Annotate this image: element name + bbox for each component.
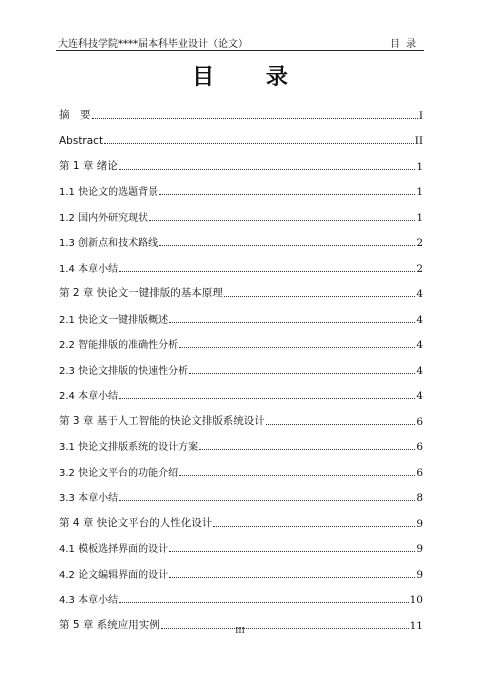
toc-entry-label: 第 5 章 系统应用实例 [59,618,160,631]
toc-entry[interactable] [59,147,423,173]
page-title: 目 录 [192,65,310,90]
toc-entry-page: 6 [416,441,423,453]
toc-entry-label: 1.4 本章小结 [59,263,119,275]
toc-entry[interactable] [59,555,423,581]
toc-entry-page: 9 [416,568,423,581]
toc-entry-page: 8 [416,492,423,504]
dot-leader [179,474,415,476]
dot-leader [189,372,415,374]
toc-entry[interactable] [59,530,423,556]
dot-leader [266,423,416,425]
toc-entry[interactable] [59,453,423,479]
toc-entry-label: 3.1 快论文排版系统的设计方案 [59,442,199,453]
toc-entry[interactable] [59,198,423,224]
toc-entry-label: 4.1 模板选择界面的设计 [59,544,169,555]
toc-entry-page: 9 [416,517,423,530]
dot-leader [119,601,409,603]
toc-entry-page: 4 [416,339,423,351]
toc-entry[interactable] [59,479,423,505]
dot-leader [169,576,415,578]
toc-entry-page: 6 [416,466,423,479]
toc-entry-label: 4.3 本章小结 [59,595,119,606]
header-thesis-title: 大连科技学院****届本科毕业设计（论文） [58,39,248,50]
toc-entry-page: 6 [416,415,423,428]
dot-leader [213,525,415,527]
toc-entry-page: 1 [416,211,423,224]
toc-entry-label: 第 1 章 绪论 [59,159,118,172]
toc-entry-label: 1.3 创新点和技术路线 [59,238,159,249]
toc-entry-page: 4 [416,364,423,377]
toc-entry-label: 第 2 章 快论文一键排版的基本原理 [59,287,223,299]
toc-entry-page: 2 [416,237,423,249]
toc-entry[interactable] [59,300,423,326]
toc-entry[interactable] [59,581,423,607]
toc-entry-page: 11 [409,619,423,632]
toc-entry[interactable] [59,224,423,250]
dot-leader [119,168,416,170]
dot-leader [169,550,415,552]
toc-entry[interactable] [59,504,423,530]
dot-leader [119,397,415,399]
header-section-name: 目录 [390,39,422,50]
dot-leader [199,448,415,450]
toc-entry[interactable] [59,249,423,275]
toc-entry-label: 摘 要 [59,108,91,121]
dot-leader [119,499,415,501]
dot-leader [159,244,415,246]
toc-entry-page: I [418,109,423,122]
toc-entry-page: 10 [409,594,423,606]
toc-entry-label: 1.1 快论文的选题背景 [59,187,159,198]
dot-leader [119,270,415,272]
dot-leader [179,346,415,348]
toc-entry[interactable] [59,122,423,148]
toc-entry-page: 4 [416,390,423,402]
toc-entry-label: Abstract [59,135,104,147]
toc-entry-label: 第 4 章 快论文平台的人性化设计 [59,516,213,529]
toc-entry[interactable] [59,428,423,454]
toc-entry-page: 1 [416,186,423,198]
toc-entry-page: II [414,135,423,147]
toc-entry-label: 2.2 智能排版的准确性分析 [59,340,179,351]
running-header [56,34,424,51]
toc-entry[interactable] [59,96,423,122]
toc-entry-page: 4 [416,288,423,300]
page-number: III [235,626,245,635]
toc-entry[interactable] [59,326,423,352]
dot-leader [104,142,414,144]
toc-entry[interactable] [59,275,423,301]
dot-leader [224,295,416,297]
table-of-contents [59,96,423,632]
toc-entry-page: 9 [416,543,423,555]
toc-entry-label: 2.3 快论文排版的快速性分析 [59,365,189,377]
toc-entry-page: 2 [416,262,423,275]
toc-entry-label: 4.2 论文编辑界面的设计 [59,569,169,581]
toc-entry[interactable] [59,377,423,403]
toc-entry-label: 3.2 快论文平台的功能介绍 [59,467,179,479]
dot-leader [159,193,415,195]
toc-entry-label: 2.1 快论文一键排版概述 [59,314,169,326]
toc-entry-page: 1 [416,160,423,173]
dot-leader [92,117,418,119]
toc-entry-label: 3.3 本章小结 [59,493,119,504]
toc-entry[interactable] [59,351,423,377]
toc-entry-label: 第 3 章 基于人工智能的快论文排版系统设计 [59,414,265,427]
toc-entry[interactable] [59,402,423,428]
toc-entry[interactable] [59,173,423,199]
dot-leader [169,321,415,323]
toc-entry-page: 4 [416,313,423,326]
toc-entry-label: 1.2 国内外研究现状 [59,212,149,224]
dot-leader [149,219,415,221]
toc-entry-label: 2.4 本章小结 [59,391,119,402]
